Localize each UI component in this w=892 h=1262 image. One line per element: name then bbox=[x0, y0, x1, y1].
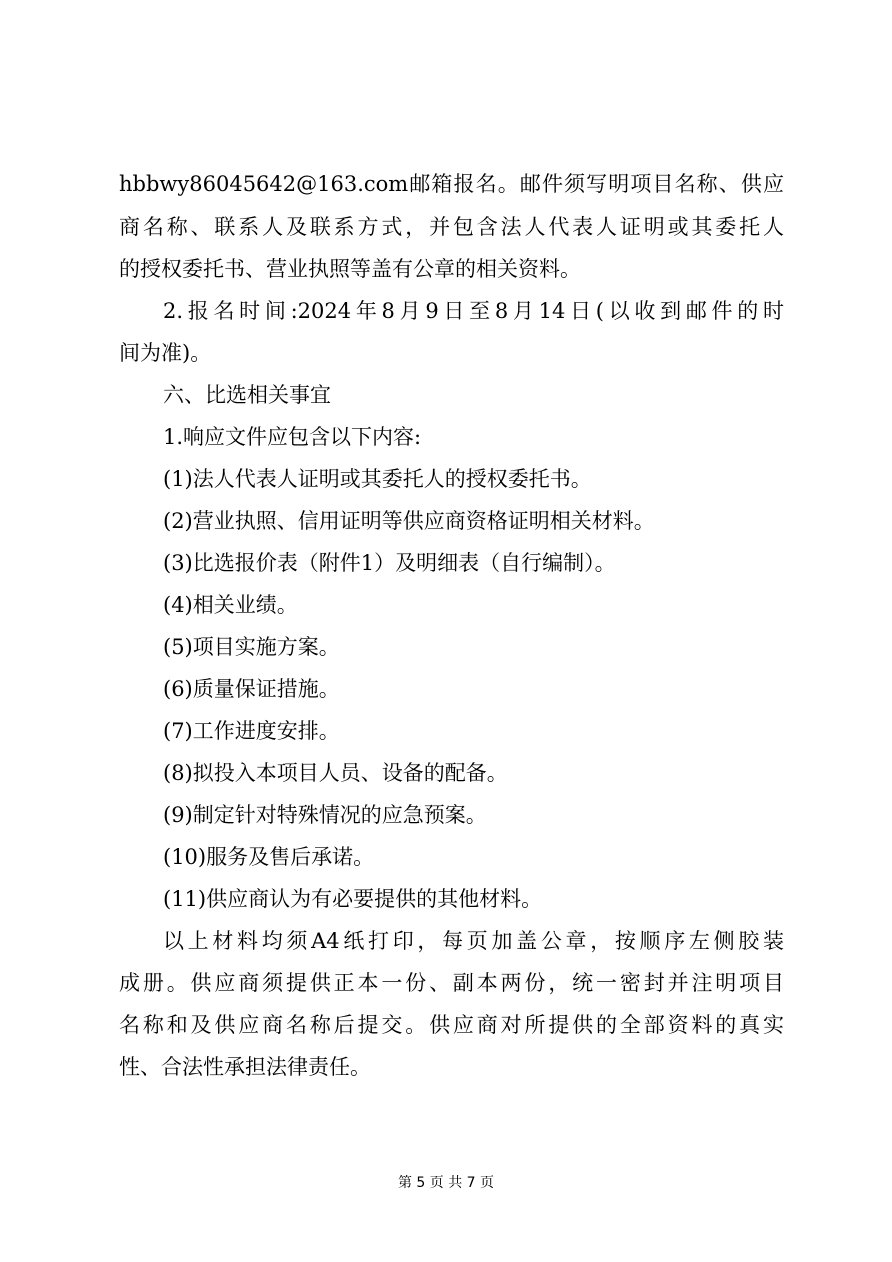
list-item: (6)质量保证措施。 bbox=[163, 677, 340, 701]
list-item: (3)比选报价表（附件1）及明细表（自行编制）。 bbox=[163, 551, 616, 575]
text-line: 性、合法性承担法律责任。 bbox=[119, 1055, 371, 1079]
list-item: (7)工作进度安排。 bbox=[163, 719, 340, 743]
list-item: (5)项目实施方案。 bbox=[163, 635, 340, 659]
text-line: 1.响应文件应包含以下内容: bbox=[163, 425, 422, 449]
list-item: (2)营业执照、信用证明等供应商资格证明相关材料。 bbox=[163, 509, 655, 533]
text-line: 以上材料均须A4纸打印，每页加盖公章，按顺序左侧胶装 bbox=[163, 929, 784, 953]
list-item: (10)服务及售后承诺。 bbox=[163, 845, 375, 869]
text-line: 的授权委托书、营业执照等盖有公章的相关资料。 bbox=[119, 257, 581, 281]
text-line: 间为准)。 bbox=[119, 341, 212, 365]
list-item: (4)相关业绩。 bbox=[163, 593, 298, 617]
text-line: 2.报名时间:2024年8月9日至8月14日(以收到邮件的时 bbox=[163, 299, 784, 323]
text-line: 成册。供应商须提供正本一份、副本两份，统一密封并注明项目 bbox=[119, 971, 784, 995]
page-footer: 第 5 页 共 7 页 bbox=[397, 1175, 495, 1191]
list-item: (11)供应商认为有必要提供的其他材料。 bbox=[163, 887, 543, 911]
section-heading: 六、比选相关事宜 bbox=[163, 383, 331, 407]
text-line: 名称和及供应商名称后提交。供应商对所提供的全部资料的真实 bbox=[119, 1013, 784, 1037]
list-item: (1)法人代表人证明或其委托人的授权委托书。 bbox=[163, 467, 592, 491]
text-line: 商名称、联系人及联系方式，并包含法人代表人证明或其委托人 bbox=[119, 215, 784, 239]
text-line: hbbwy86045642@163.com邮箱报名。邮件须写明项目名称、供应 bbox=[119, 172, 784, 196]
list-item: (8)拟投入本项目人员、设备的配备。 bbox=[163, 761, 508, 785]
list-item: (9)制定针对特殊情况的应急预案。 bbox=[163, 803, 487, 827]
